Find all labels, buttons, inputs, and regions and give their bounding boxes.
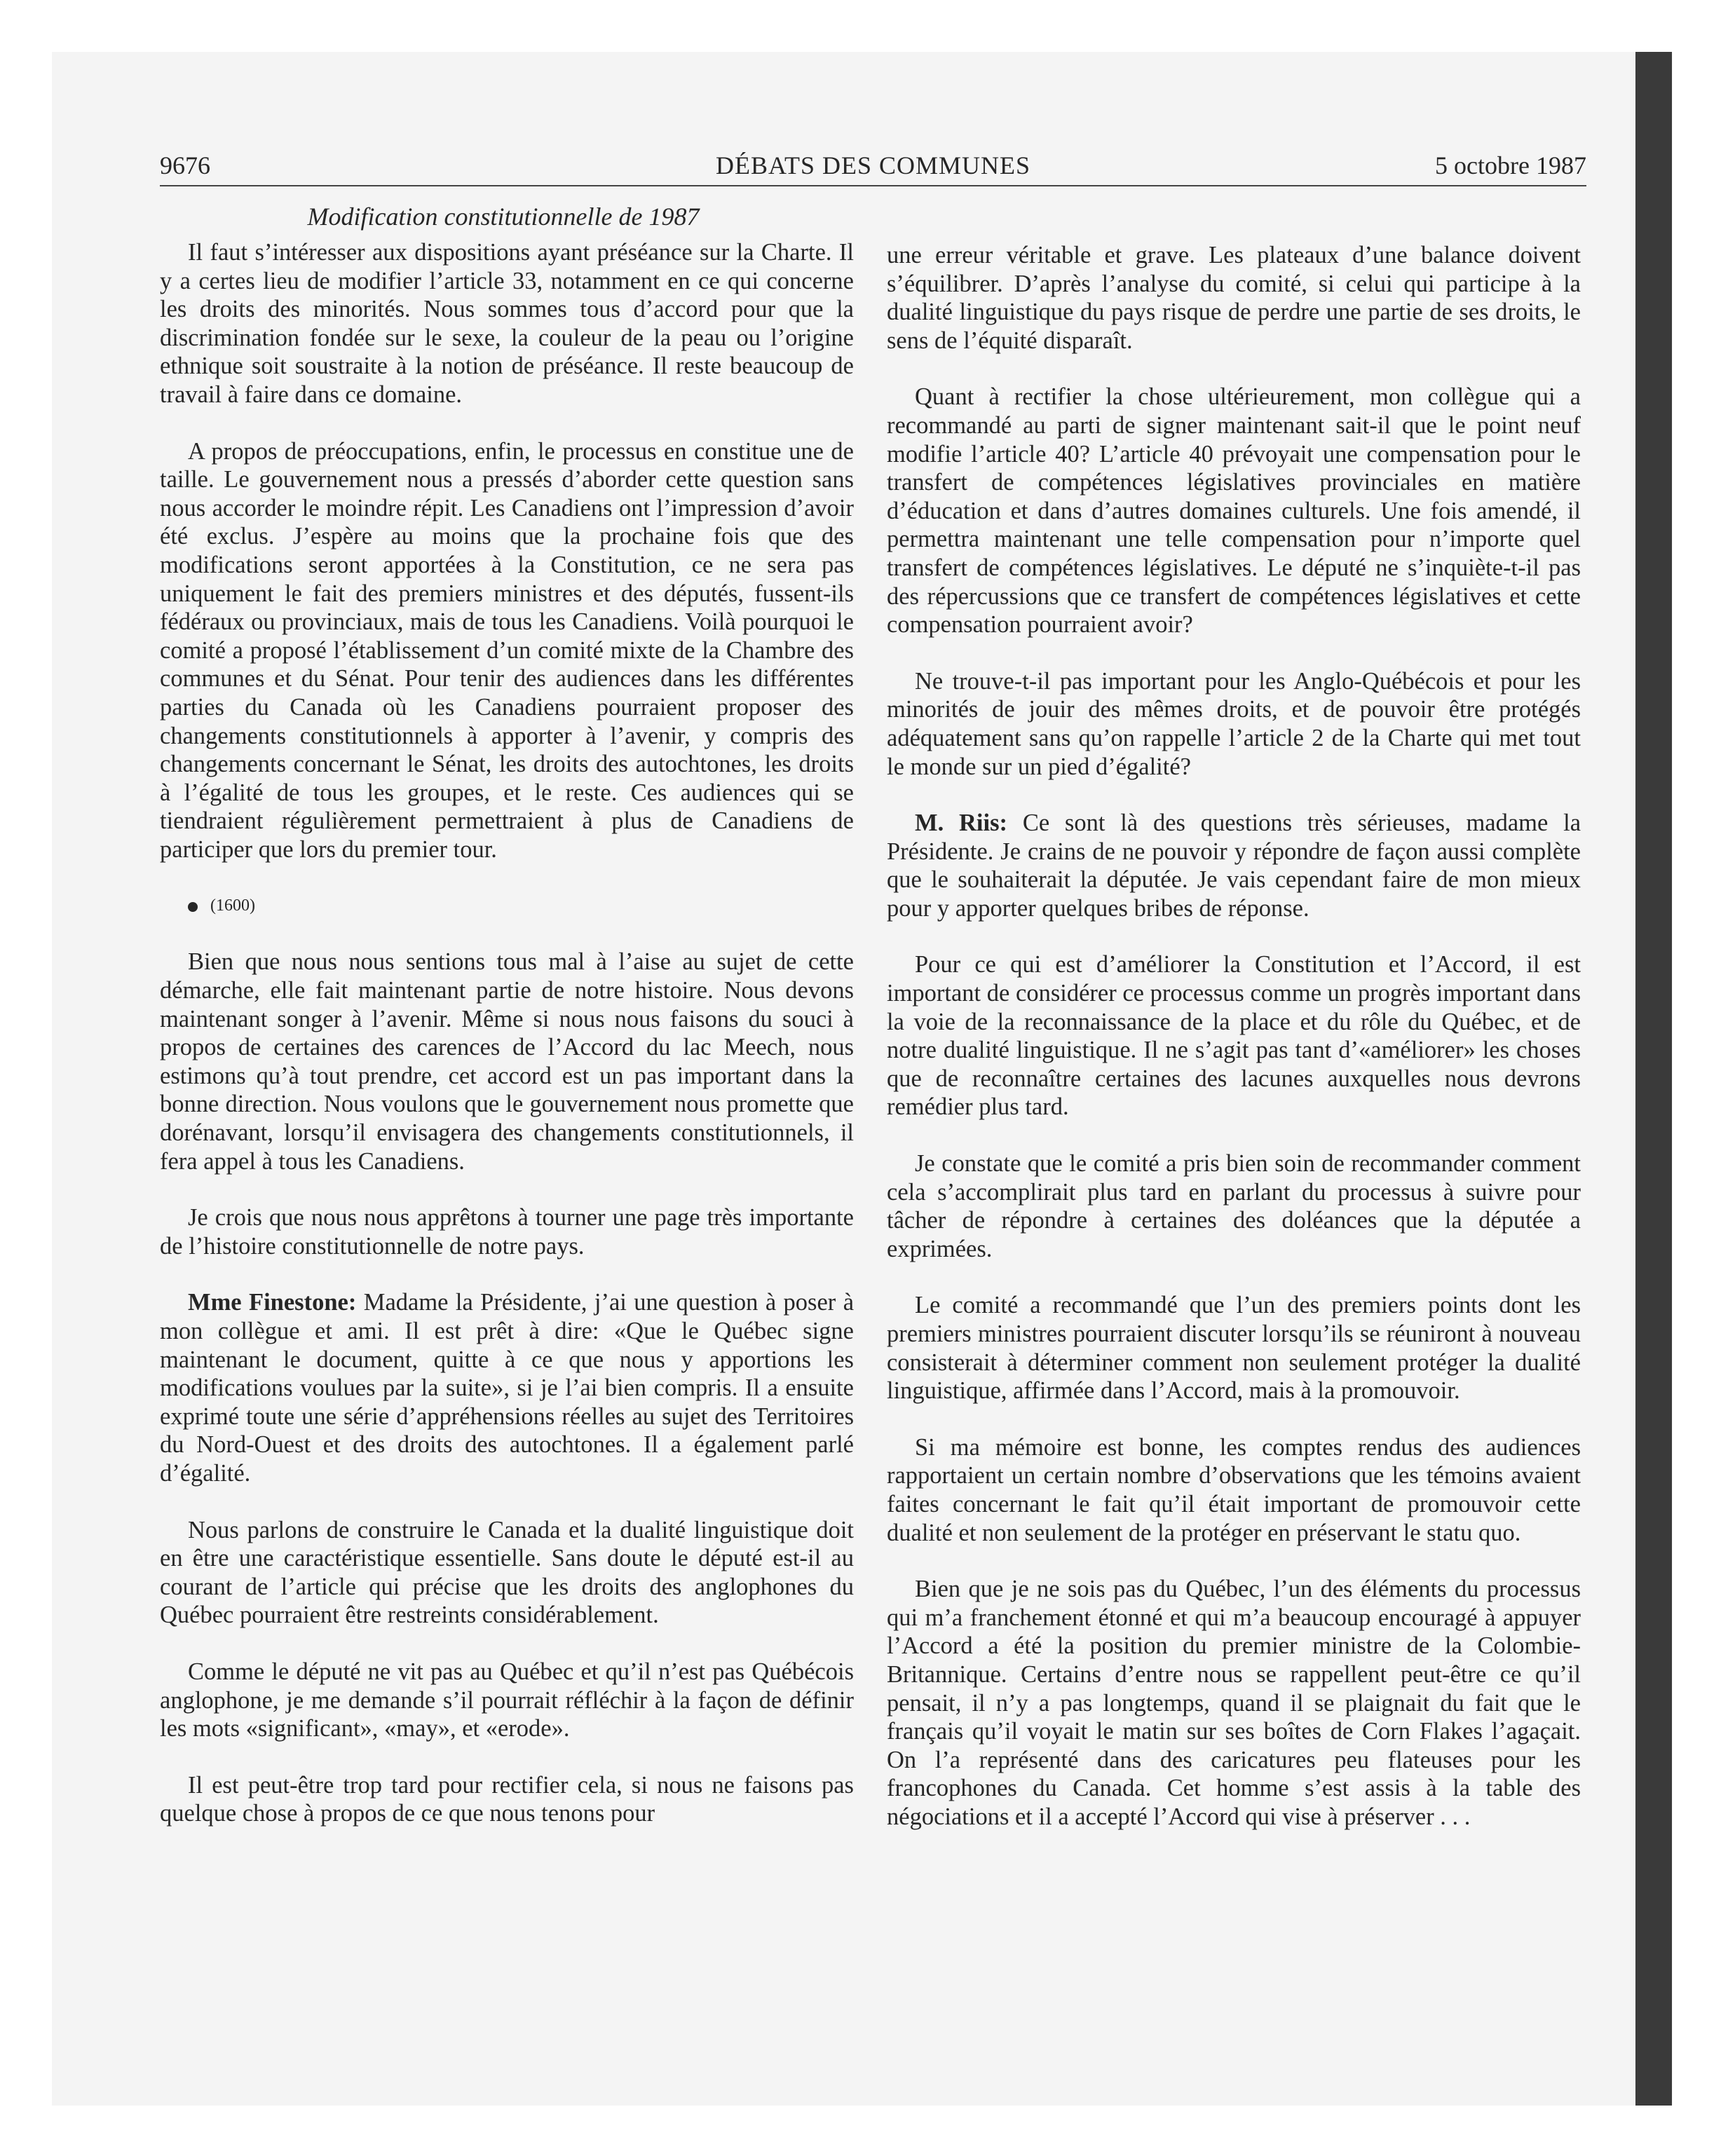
speaker-name: M. Riis: [915,810,1007,837]
running-header [160,146,1586,186]
paragraph: Je constate que le comité a pris bien soin de recommander comment cela s’accomplirait plus tard en parlant du processus à suivre pour tâcher de répondre à certaines des doléances que la députée a exprimées. [887,1150,1581,1262]
sitting-date: 5 octobre 1987 [1435,151,1586,179]
paragraph: Je crois que nous nous apprêtons à tourner une page très importante de l’histoire constitutionnelle de notre pays. [160,1204,854,1260]
paragraph: Nous parlons de construire le Canada et la dualité linguistique doit en être une caractéristique essentielle. Sans doute le député est-il au courant de l’article qui précise que les droits des anglophones du Québec pourraient être restreints considérablement. [160,1516,854,1629]
paragraph: Il faut s’intéresser aux dispositions ayant préséance sur la Charte. Il y a certes lieu de modifier l’article 33, notamment en ce qui concerne les droits des minorités. Nous sommes tous d’accord pour que la discrimination fondée sur le sexe, la couleur de la peau ou l’origine ethnique soit soustraite à la notion de préséance. Il reste beaucoup de travail à faire dans ce domaine. [160,239,854,408]
paragraph: Quant à rectifier la chose ultérieurement, mon collègue qui a recommandé au parti de signer maintenant sait-il que le point neuf modifie l’article 40? L’article 40 prévoyait une compensation pour le transfert de compétences législatives provinciales en matière d’éducation et dans d’autres domaines culturels. Une fois amendé, il permettra maintenant une telle compensation pour n’importe quel transfert de compétences législatives. Le député ne s’inquiète-t-il pas des répercussions que ce transfert de compétences législatives et cette compensation pourraient avoir? [887,383,1581,639]
paragraph: Comme le député ne vit pas au Québec et qu’il n’est pas Québécois anglophone, je me demande s’il pourrait réfléchir à la façon de définir les mots «significant», «may», et «erode». [160,1658,854,1742]
section-title: Modification constitutionnelle de 1987 [307,203,700,231]
time-marker-label: (1600) [210,896,255,915]
left-column [160,238,854,1856]
paragraph: Si ma mémoire est bonne, les comptes rendus des audiences rapportaient un certain nombre d’observations que les témoins avaient faites concernant le fait qu’il était important de promouvoir cette dualité et non seulement de la protéger en préservant le statu quo. [887,1433,1581,1546]
scan-edge-shadow [1635,52,1672,2106]
paragraph: une erreur véritable et grave. Les plateaux d’une balance doivent s’équilibrer. D’après l’analyse du comité, si celui qui participe à la dualité linguistique du pays risque de perdre une partie de ses droits, le sens de l’équité disparaît. [887,242,1581,354]
publication-title: DÉBATS DES COMMUNES [715,151,1031,179]
time-marker [160,892,854,920]
speech-text: Ce sont là des questions très sérieuses, madame la Présidente. Je crains de ne pouvoir y répondre de façon aussi complète que le souhaiterait la députée. Je vais cependant faire de mon mieux pour y apporter quelques bribes de réponse. [887,810,1581,922]
speech-paragraph [160,1288,854,1487]
speech-text: Madame la Présidente, j’ai une question à poser à mon collègue et ami. Il est prêt à dire: «Que le Québec signe maintenant le document, quitte à ce que nous y apportions les modifications voulues par la suite», si je l’ai bien compris. Il a ensuite exprimé toute une série d’appréhensions réelles au sujet des Territoires du Nord-Ouest et des droits des autochtones. Il a également parlé d’égalité. [160,1289,855,1487]
speaker-name: Mme Finestone: [188,1289,357,1316]
speech-paragraph [887,809,1581,922]
paragraph: Pour ce qui est d’améliorer la Constitution et l’Accord, il est important de considérer ce processus comme un progrès important dans la voie de la reconnaissance de la place et du rôle du Québec, et de notre dualité linguistique. Il ne s’agit pas tant d’«améliorer» les choses que de reconnaître certaines des lacunes auxquelles nous devrons remédier plus tard. [887,951,1581,1121]
paragraph: Ne trouve-t-il pas important pour les Anglo-Québécois et pour les minorités de jouir des mêmes droits, et de pouvoir être protégés adéquatement sans qu’on rappelle l’article 2 de la Charte qui met tout le monde sur un pied d’égalité? [887,667,1581,780]
bullet-icon [188,902,198,912]
paragraph: Bien que nous nous sentions tous mal à l’aise au sujet de cette démarche, elle fait maintenant partie de notre histoire. Nous devons maintenant songer à l’avenir. Même si nous nous faisons du souci à propos de certaines des carences de l’Accord du lac Meech, nous estimons qu’à tout prendre, cet accord est un pas important dans la bonne direction. Nous voulons que le gouvernement nous promette que dorénavant, lorsqu’il envisagera des changements constitutionnels, il fera appel à tous les Canadiens. [160,948,854,1175]
paragraph: Le comité a recommandé que l’un des premiers points dont les premiers ministres pourraient discuter lorsqu’ils se réuniront à nouveau consisterait à déterminer comment non seulement protéger la dualité linguistique, affirmée dans l’Accord, mais à la promouvoir. [887,1292,1581,1405]
paragraph: Il est peut-être trop tard pour rectifier cela, si nous ne faisons pas quelque chose à propos de ce que nous tenons pour [160,1771,854,1827]
paragraph: A propos de préoccupations, enfin, le processus en constitue une de taille. Le gouvernement nous a pressés d’aborder cette question sans nous accorder le moindre répit. Les Canadiens ont l’impression d’avoir été exclus. J’espère au moins que la prochaine fois que des modifications seront apportées à la Constitution, ce ne sera pas uniquement le fait des premiers ministres et des députés, fussent-ils fédéraux ou provinciaux, mais de tous les Canadiens. Voilà pourquoi le comité a proposé l’établissement d’un comité mixte de la Chambre des communes et du Sénat. Pour tenir des audiences dans les différentes parties du Canada où les Canadiens pourraient proposer des changements constitutionnels à apporter à l’avenir, y compris des changements concernant le Sénat, les droits des autochtones, les droits à l’égalité de tous les groupes, et le reste. Ces audiences qui se tiendraient régulièrement permettraient à plus de Canadiens de participer que lors du premier tour. [160,437,854,863]
page-number: 9676 [160,151,210,179]
right-column [887,241,1581,1860]
paragraph: Bien que je ne sois pas du Québec, l’un des éléments du processus qui m’a franchement étonné et qui m’a beaucoup encouragé à appuyer l’Accord a été la position du premier ministre de la Colombie-Britannique. Certains d’entre nous se rappellent peut-être ce qu’il pensait, il n’y a pas longtemps, quand il se plaignait du fait que le français qu’il voyait le matin sur ses boîtes de Corn Flakes l’agaçait. On l’a représenté dans des caricatures peu flateuses pour les francophones du Canada. Cet homme s’est assis à la table des négociations et il a accepté l’Accord qui vise à préserver . . . [887,1576,1581,1830]
